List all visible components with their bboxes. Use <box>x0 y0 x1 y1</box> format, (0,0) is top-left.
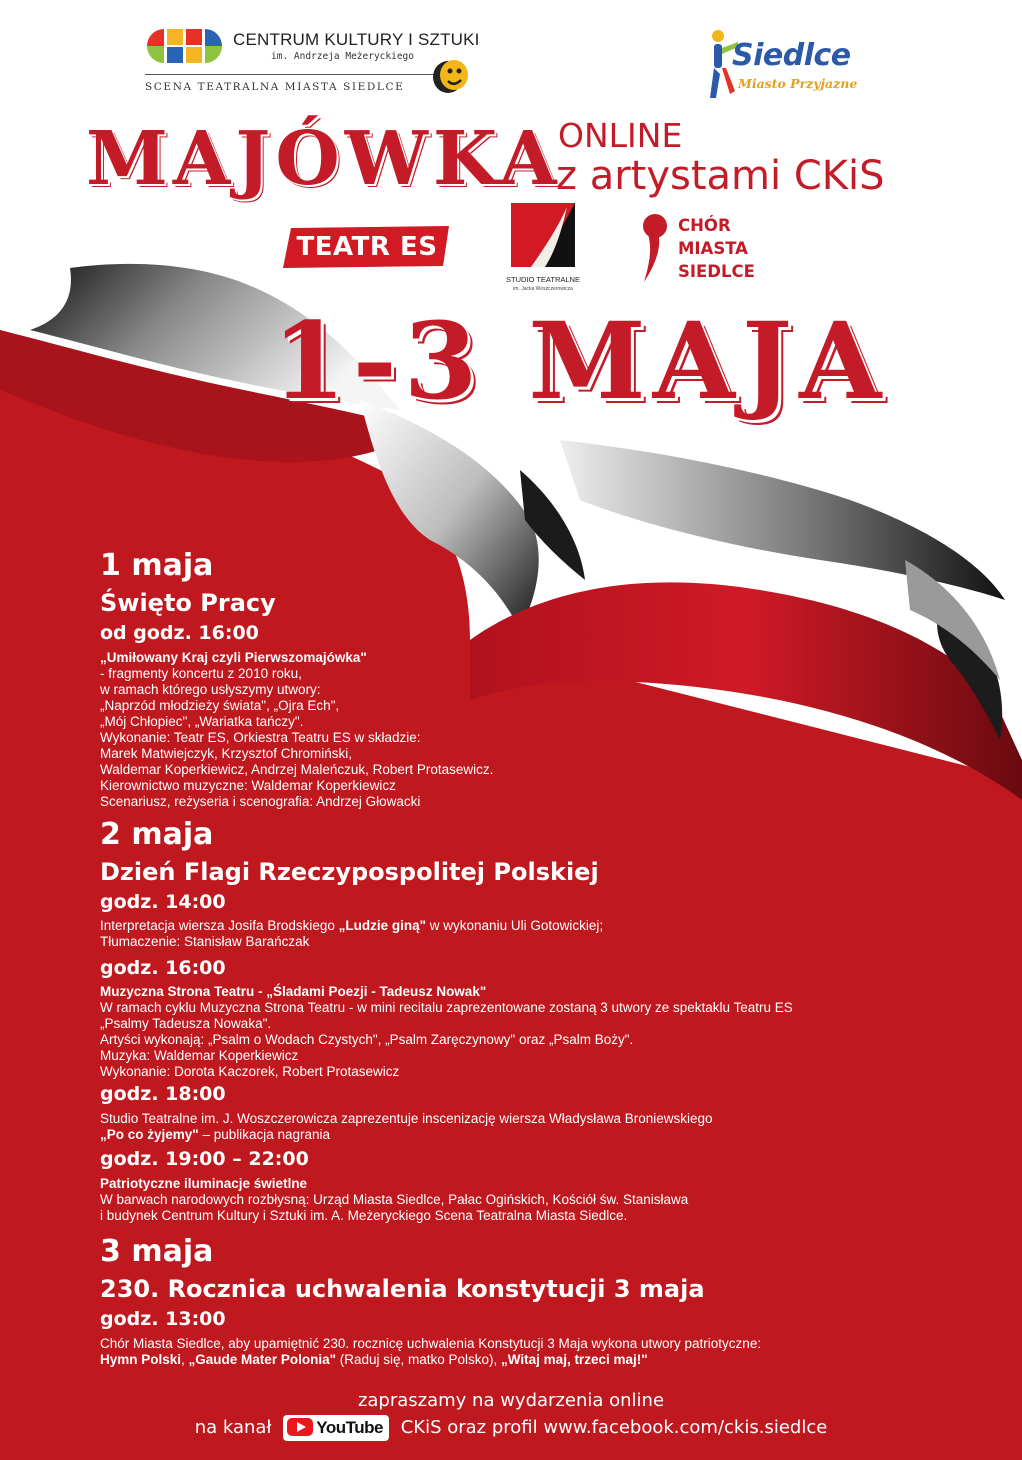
ckis-divider <box>145 74 465 75</box>
event-dates: 1-3 MAJA <box>272 298 889 423</box>
ckis-patron: im. Andrzeja Meżeryckiego <box>271 51 414 62</box>
day3-name: 230. Rocznica uchwalenia konstytucji 3 maja <box>100 1275 705 1303</box>
day1-line: Scenariusz, reżyseria i scenografia: Andrzej Głowacki <box>100 794 421 809</box>
ckis-logo <box>145 27 480 97</box>
ribbon-right-white <box>560 440 1005 600</box>
day1-description <box>100 650 493 810</box>
day1-line: Wykonanie: Teatr ES, Orkiestra Teatru ES w składzie: <box>100 730 421 745</box>
day1-line: Waldemar Koperkiewicz, Andrzej Maleńczuk, Robert Protasewicz. <box>100 762 494 777</box>
day3-description: Chór Miasta Siedlce, aby upamiętnić 230. rocznicę uchwalenia Konstytucji 3 Maja wykona utwory patriotyczne: Hymn Polski, „Gaude Mater Polonia" (Raduj się, matko Polsko), „Witaj maj, trzeci maj!" <box>100 1336 762 1367</box>
day2-date: 2 maja <box>100 817 214 852</box>
day2-event2-description: Muzyczna Strona Teatru - „Śladami Poezji - Tadeusz Nowak" W ramach cyklu Muzyczna Strona Teatru - w mini recitalu zaprezentowane zostaną 3 utwory ze spektaklu Teatru ES „Psalmy Tadeusza Nowaka". Artyści wykonają: „Psalm o Wodach Czystych", „Psalm Zaręczynowy" oraz „Psalm Boży". Muzyka: Waldemar Koperkiewicz Wykonanie: Dorota Kaczorek, Robert Protasewicz <box>100 984 793 1079</box>
day2-event1-description: Interpretacja wiersza Josifa Brodskiego „Ludzie giną" w wykonaniu Uli Gotowickiej; Tłumaczenie: Stanisław Barańczak <box>100 918 604 949</box>
online-label: ONLINE <box>558 116 683 155</box>
day2-event4-description: Patriotyczne iluminacje świetlne W barwach narodowych rozbłysną: Urząd Miasta Siedlce, Pałac Ogińskich, Kościół św. Stanisława i budynek Centrum Kultury i Sztuki im. A. Meżeryckiego Scena Teatralna Miasta Siedlce. <box>100 1176 689 1223</box>
teatr-es-logo <box>283 226 451 268</box>
day1-line: Kierownictwo muzyczne: Waldemar Koperkiewicz <box>100 778 396 793</box>
teatr-es-label: TEATR ES <box>296 232 438 262</box>
chor-miasta-logo <box>640 210 770 286</box>
day1-line: Marek Matwiejczyk, Krzysztof Chromiński, <box>100 746 353 761</box>
siedlce-tagline: Miasto Przyjazne <box>738 76 858 91</box>
day2-name: Dzień Flagi Rzeczypospolitej Polskiej <box>100 858 599 886</box>
youtube-play-icon <box>287 1418 313 1436</box>
studio-name: STUDIO TEATRALNE <box>506 275 580 284</box>
ckis-colorful-mark-icon <box>145 27 225 65</box>
youtube-logo[interactable] <box>283 1415 389 1441</box>
day1-line: „Naprzód młodzieży świata", „Ojra Ech", <box>100 698 340 713</box>
day1-time: od godz. 16:00 <box>100 622 259 644</box>
studio-patron: im. Jacka Woszczerowicza <box>513 286 573 292</box>
studio-curtain-icon <box>511 203 575 267</box>
theatre-mask-icon <box>430 57 472 95</box>
day1-line-title: „Umiłowany Kraj czyli Pierwszomajówka" <box>100 650 367 665</box>
day1-date: 1 maja <box>100 548 214 583</box>
day2-event3-time: godz. 18:00 <box>100 1083 226 1105</box>
studio-teatralne-logo <box>498 203 588 293</box>
day1-line: - fragmenty koncertu z 2010 roku, <box>100 666 302 681</box>
choir-name: CHÓR MIASTA SIEDLCE <box>678 216 755 281</box>
day3-time: godz. 13:00 <box>100 1308 226 1330</box>
siedlce-wordmark: Siedlce <box>732 38 851 73</box>
ckis-scene-name: SCENA TEATRALNA MIASTA SIEDLCE <box>145 81 405 93</box>
day1-line: w ramach którego usłyszymy utwory: <box>100 682 321 697</box>
footer-invite: zapraszamy na wydarzenia online <box>357 1390 665 1411</box>
day1-name: Święto Pracy <box>100 589 276 617</box>
title-subtitle: z artystami CKiS <box>556 153 885 199</box>
day2-event4-time: godz. 19:00 – 22:00 <box>100 1148 309 1170</box>
ckis-name: CENTRUM KULTURY I SZTUKI <box>233 30 480 49</box>
day3-date: 3 maja <box>100 1234 214 1269</box>
title-online-block <box>556 116 885 199</box>
siedlce-city-logo <box>708 28 883 103</box>
main-title: MAJÓWKA <box>86 116 562 202</box>
footer-links[interactable]: CKiS oraz profil www.facebook.com/ckis.siedlce <box>400 1417 828 1438</box>
footer-prefix: na kanał <box>194 1417 272 1438</box>
day2-event1-time: godz. 14:00 <box>100 891 226 913</box>
footer-channels <box>0 1415 1022 1441</box>
day1-line: „Mój Chłopiec", „Wariatka tańczy". <box>100 714 304 729</box>
youtube-wordmark: YouTube <box>316 1418 383 1437</box>
day2-event3-description: Studio Teatralne im. J. Woszczerowicza zaprezentuje inscenizację wiersza Władysława Broniewskiego „Po co żyjemy" – publikacja nagrania <box>100 1111 713 1142</box>
day2-event2-time: godz. 16:00 <box>100 957 226 979</box>
choir-note-icon <box>640 212 670 284</box>
